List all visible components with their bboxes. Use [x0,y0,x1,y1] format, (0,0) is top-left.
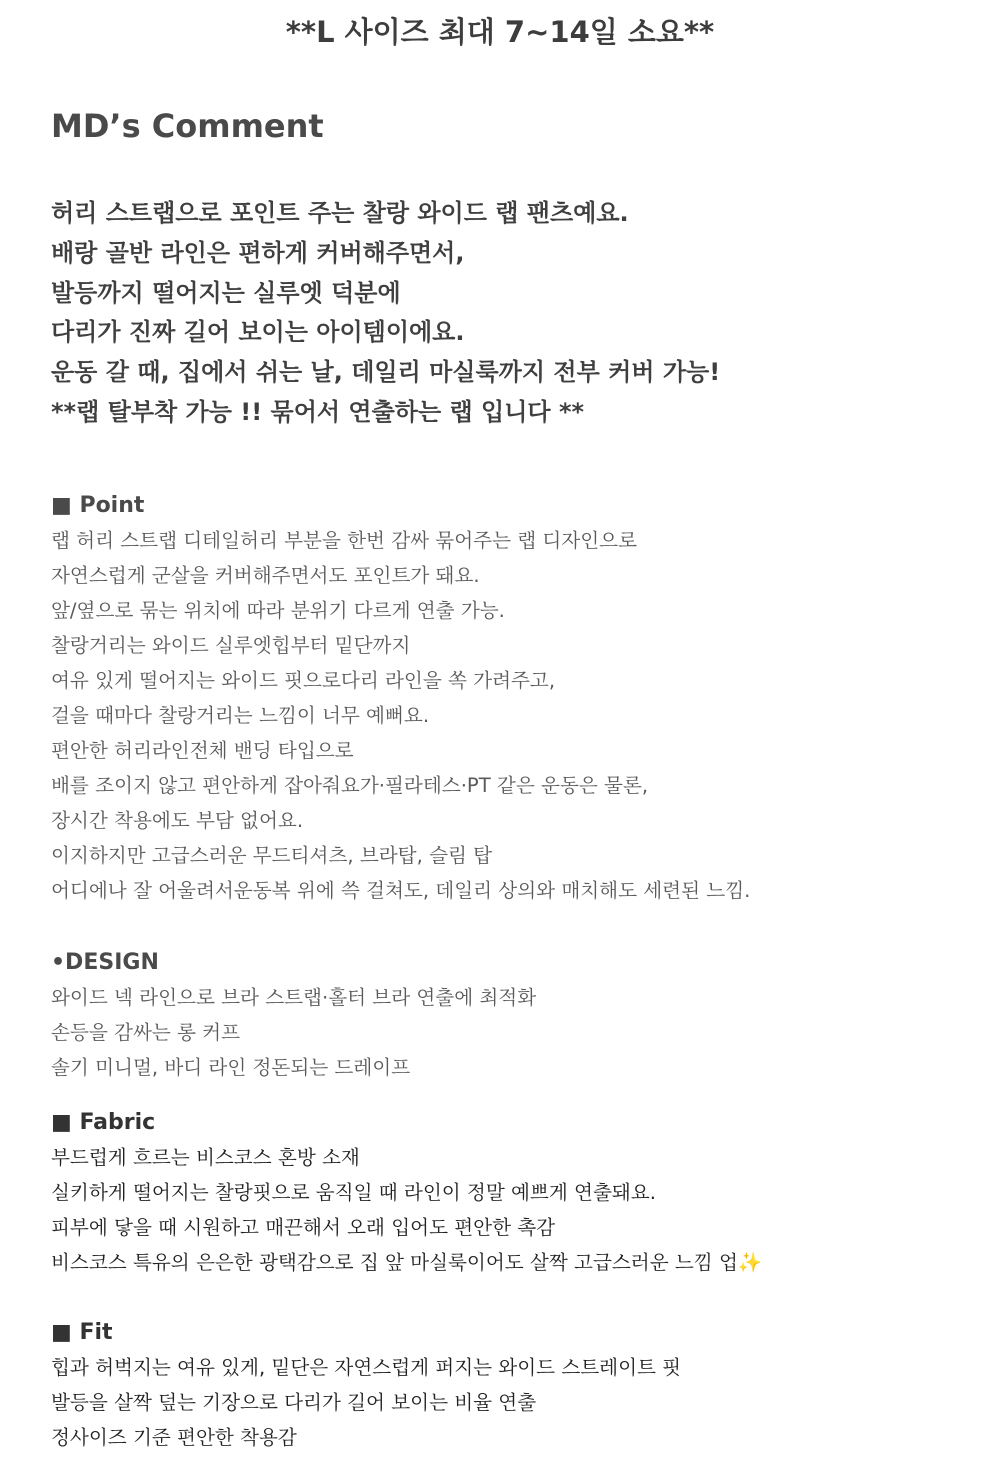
point-line: 자연스럽게 군살을 커버해주면서도 포인트가 돼요. [51,564,480,587]
point-line: 찰랑거리는 와이드 실루엣힙부터 밑단까지 [51,634,411,657]
point-line: 편안한 허리라인전체 밴딩 타입으로 [51,739,354,762]
fabric-heading: ■ Fabric [51,1110,156,1135]
point-line: 랩 허리 스트랩 디테일허리 부분을 한번 감싸 묶어주는 랩 디자인으로 [51,529,638,552]
md-comment-line: 운동 갈 때, 집에서 쉬는 날, 데일리 마실룩까지 전부 커버 가능! [51,358,721,387]
md-comment-line: 배랑 골반 라인은 편하게 커버해주면서, [51,238,465,267]
design-line: 손등을 감싸는 롱 커프 [51,1021,241,1044]
point-line: 걸을 때마다 찰랑거리는 느낌이 너무 예뻐요. [51,704,430,727]
design-line: 와이드 넥 라인으로 브라 스트랩·홀터 브라 연출에 최적화 [51,986,537,1009]
fit-line: 정사이즈 기준 편안한 착용감 [51,1426,297,1449]
design-heading: •DESIGN [51,950,159,975]
point-heading: ■ Point [51,493,145,518]
point-line: 배를 조이지 않고 편안하게 잡아줘요가·필라테스·PT 같은 운동은 물론, [51,774,649,797]
fabric-section [51,1105,981,1280]
md-comment-title: MD’s Comment [51,107,324,145]
fit-line: 힙과 허벅지는 여유 있게, 밑단은 자연스럽게 퍼지는 와이드 스트레이트 핏 [51,1356,682,1379]
fabric-line: 부드럽게 흐르는 비스코스 혼방 소재 [51,1146,360,1169]
point-line: 앞/옆으로 묶는 위치에 따라 분위기 다르게 연출 가능. [51,599,505,622]
md-comment-line: 발등까지 떨어지는 실루엣 덕분에 [51,278,401,307]
point-line: 장시간 착용에도 부담 없어요. [51,809,304,832]
md-comment-line: 다리가 진짜 길어 보이는 아이템이에요. [51,318,465,347]
fabric-line: 피부에 닿을 때 시원하고 매끈해서 오래 입어도 편안한 촉감 [51,1216,556,1239]
fit-heading: ■ Fit [51,1320,113,1345]
point-line: 어디에나 잘 어울려서운동복 위에 쓱 걸쳐도, 데일리 상의와 매치해도 세련된 느낌. [51,879,751,902]
delivery-notice: **L 사이즈 최대 7~14일 소요** [285,15,715,49]
fit-line: 발등을 살짝 덮는 기장으로 다리가 길어 보이는 비율 연출 [51,1391,537,1414]
design-line: 솔기 미니멀, 바디 라인 정돈되는 드레이프 [51,1056,411,1079]
fabric-line: 실키하게 떨어지는 찰랑핏으로 움직일 때 라인이 정말 예쁘게 연출돼요. [51,1181,656,1204]
md-comment-line: **랩 탈부착 가능 !! 묶어서 연출하는 랩 입니다 ** [51,397,585,426]
md-comment-line: 허리 스트랩으로 포인트 주는 찰랑 와이드 랩 팬츠예요. [51,199,629,227]
md-comment-body [51,194,971,433]
design-section [51,945,981,1085]
fit-section [51,1315,981,1455]
point-line: 여유 있게 떨어지는 와이드 핏으로다리 라인을 쏙 가려주고, [51,669,556,692]
point-section [51,488,981,908]
point-line: 이지하지만 고급스러운 무드티셔츠, 브라탑, 슬림 탑 [51,844,493,867]
fabric-line: 비스코스 특유의 은은한 광택감으로 집 앞 마실룩이어도 살짝 고급스러운 느낌 업✨ [51,1251,763,1274]
